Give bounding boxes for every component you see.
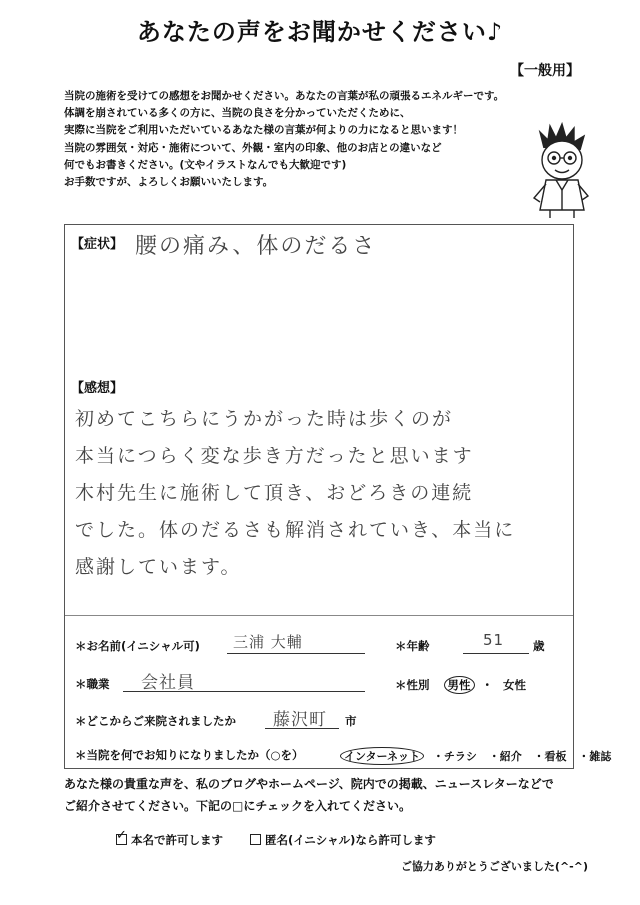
intro-line: 体調を崩されている多くの方に、当院の良さを分かっていただくために、: [64, 107, 411, 120]
thanks-message: ご協力ありがとうございました(^-^): [400, 860, 588, 873]
intro-line: 当院の施術を受けての感想をお聞かせください。あなたの言葉が私の頑張るエネルギーです。: [64, 90, 505, 102]
job-underline: [123, 691, 365, 692]
consent-real-name-checkbox[interactable]: [116, 834, 127, 845]
impression-line: 本当につらく変な歩き方だったと思います: [75, 445, 474, 467]
intro-line: 当院の雰囲気・対応・施術について、外観・室内の印象、他のお店との違いなど: [64, 141, 442, 154]
gender-female-option[interactable]: 女性: [503, 678, 527, 692]
symptoms-handwritten-text: 腰の痛み、体のだるさ: [135, 234, 377, 259]
consent-real-name[interactable]: [116, 832, 223, 848]
from-label: ＊どこからご来院されましたか: [75, 714, 236, 728]
source-option-magazine[interactable]: ・雑誌: [578, 750, 612, 763]
name-label: ＊お名前(イニシャル可): [75, 639, 200, 653]
name-value: 三浦 大輔: [233, 633, 303, 651]
intro-line: 実際に当院をご利用いただいているあなた様の言葉が何よりの力になると思います！: [64, 124, 463, 137]
from-unit: 市: [345, 714, 357, 728]
age-underline: [463, 653, 529, 654]
footer-line: ご紹介させてください。下記の□にチェックを入れてください。: [64, 799, 411, 813]
source-label: ＊当院を何でお知りになりましたか（○を）: [75, 748, 304, 762]
age-value: 51: [483, 631, 505, 649]
source-option-internet[interactable]: インターネット: [340, 747, 424, 765]
form-type-badge: 【一般用】: [510, 63, 580, 79]
name-underline: [227, 653, 365, 654]
form-divider: [65, 615, 573, 616]
page-title: あなたの声をお聞かせください♪: [136, 18, 504, 46]
impressions-handwritten-text: [75, 401, 515, 586]
consent-anonymous-checkbox[interactable]: [250, 834, 261, 845]
source-option-flyer[interactable]: ・チラシ: [432, 750, 477, 763]
intro-text: [64, 88, 534, 191]
from-underline: [265, 728, 339, 729]
gender-male-option[interactable]: 男性: [444, 676, 475, 694]
gender-label-text: ＊性別: [395, 678, 430, 692]
impression-line: 初めてこちらにうかがった時は歩くのが: [75, 408, 454, 430]
gender-label: [395, 676, 526, 694]
impression-line: 感謝しています。: [75, 556, 242, 578]
source-option-signboard[interactable]: ・看板: [533, 750, 567, 763]
publication-notice: [64, 773, 554, 817]
intro-line: 何でもお書きください。(文やイラストなんでも大歓迎です): [64, 158, 347, 171]
consent-anonymous[interactable]: [250, 832, 436, 848]
footer-line: あなた様の貴重な声を、私のブログやホームページ、院内での掲載、ニュースレターなどで: [64, 777, 554, 791]
intro-line: お手数ですが、よろしくお願いいたします。: [64, 176, 274, 189]
impression-line: 木村先生に施術して頂き、おどろきの連続: [75, 482, 474, 504]
consent-real-name-label: 本名で許可します: [131, 833, 223, 847]
doctor-mascot-illustration: [522, 118, 602, 220]
gender-separator: ・: [481, 678, 494, 692]
symptoms-label: 【症状】: [71, 237, 124, 252]
job-value: 会社員: [141, 673, 195, 693]
age-label: ＊年齢: [395, 639, 430, 653]
feedback-form: [64, 224, 612, 769]
impression-line: でした。体のだるさも解消されていき、本当に: [75, 519, 516, 541]
job-label: ＊職業: [75, 677, 110, 691]
source-option-referral[interactable]: ・紹介: [488, 750, 522, 763]
consent-anonymous-label: 匿名(イニシャル)なら許可します: [265, 833, 436, 847]
age-unit: 歳: [533, 639, 545, 653]
from-value: 藤沢町: [273, 710, 327, 730]
source-options: [343, 747, 611, 765]
impressions-label: 【感想】: [71, 381, 124, 396]
